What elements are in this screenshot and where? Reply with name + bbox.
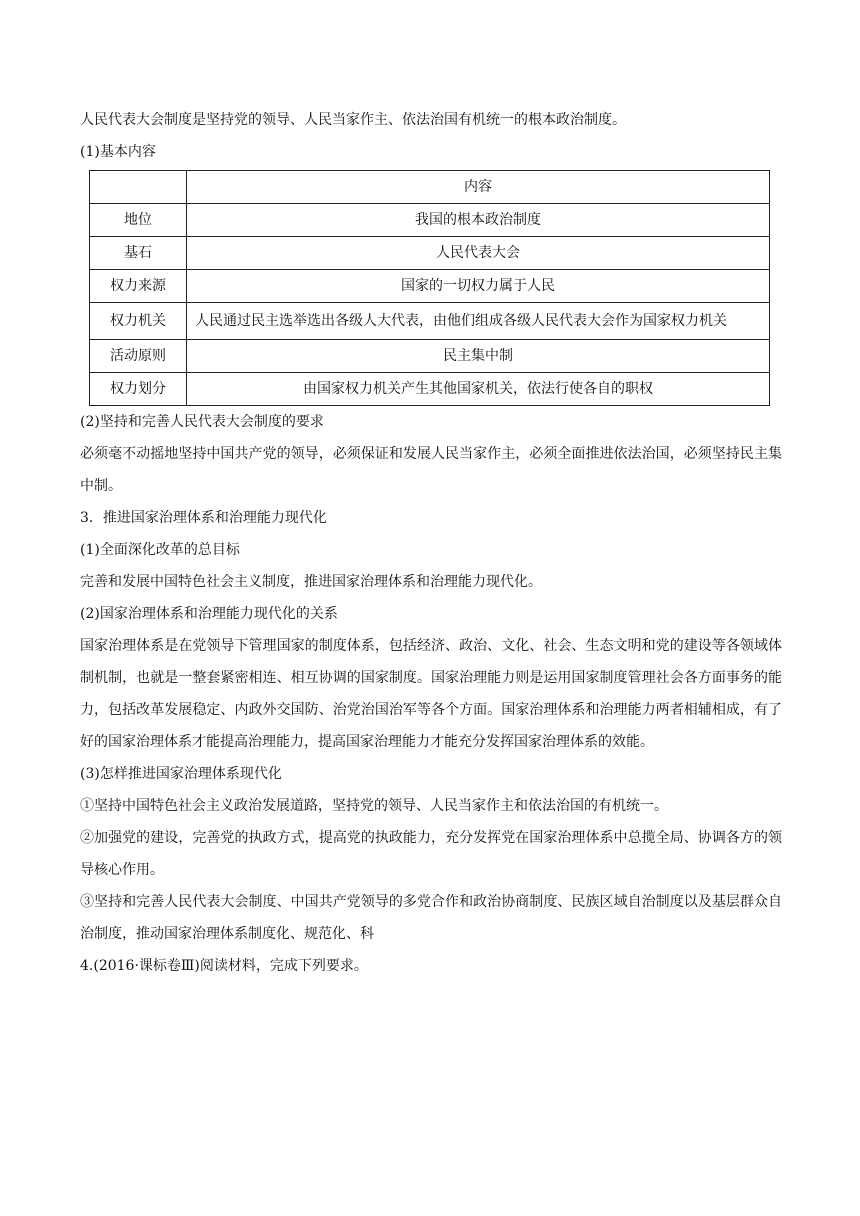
section-heading-requirements: (2)坚持和完善人民代表大会制度的要求 <box>80 414 324 430</box>
table-row <box>90 204 770 237</box>
subheading-relationship: (2)国家治理体系和治理能力现代化的关系 <box>80 606 338 622</box>
table-row-value: 我国的根本政治制度 <box>187 204 770 237</box>
subheading-how-to-advance: (3)怎样推进国家治理体系现代化 <box>80 766 282 782</box>
table-row <box>90 373 770 406</box>
table-header-row <box>90 171 770 204</box>
how-to-item: ②加强党的建设，完善党的执政方式，提高党的执政能力，充分发挥党在国家治理体系中总揽全局、协调各方的领导核心作用。 <box>80 830 782 878</box>
subheading-reform-goal: (1)全面深化改革的总目标 <box>80 542 240 558</box>
table-row-label: 权力划分 <box>90 373 187 406</box>
how-to-item: ③坚持和完善人民代表大会制度、中国共产党领导的多党合作和政治协商制度、民族区域自治制度以及基层群众自治制度，推动国家治理体系制度化、规范化、科 <box>80 894 782 942</box>
table-row-value: 民主集中制 <box>187 340 770 373</box>
table-header-label <box>90 171 187 204</box>
reform-goal-paragraph: 完善和发展中国特色社会主义制度，推进国家治理体系和治理能力现代化。 <box>80 574 542 590</box>
table-row-value: 人民代表大会 <box>187 237 770 270</box>
how-to-item: ①坚持中国特色社会主义政治发展道路，坚持党的领导、人民当家作主和依法治国的有机统一。 <box>80 798 668 814</box>
basic-content-table <box>89 170 770 406</box>
table-row-value: 由国家权力机关产生其他国家机关，依法行使各自的职权 <box>187 373 770 406</box>
table-row <box>90 340 770 373</box>
table-row-value: 国家的一切权力属于人民 <box>187 270 770 303</box>
table-header-value: 内容 <box>187 171 770 204</box>
table-row-label: 权力机关 <box>90 303 187 340</box>
section-heading-basic-content: (1)基本内容 <box>80 144 156 160</box>
point-4-heading: 4.(2016·课标卷Ⅲ)阅读材料，完成下列要求。 <box>80 958 368 974</box>
table-row-label: 基石 <box>90 237 187 270</box>
table-row-label: 地位 <box>90 204 187 237</box>
requirements-paragraph: 必须毫不动摇地坚持中国共产党的领导，必须保证和发展人民当家作主，必须全面推进依法治国，必须坚持民主集中制。 <box>80 446 782 494</box>
point-3-heading: 3．推进国家治理体系和治理能力现代化 <box>80 510 327 526</box>
relationship-paragraph: 国家治理体系是在党领导下管理国家的制度体系，包括经济、政治、文化、社会、生态文明和党的建设等各领域体制机制，也就是一整套紧密相连、相互协调的国家制度。国家治理能力则是运用国家制度管理社会各方面事务的能力，包括改革发展稳定、内政外交国防、治党治国治军等各个方面。国家治理体系和治理能力两者相辅相成，有了好的国家治理体系才能提高治理能力，提高国家治理能力才能充分发挥国家治理体系的效能。 <box>80 638 782 750</box>
table-row-label: 权力来源 <box>90 270 187 303</box>
table-row-label: 活动原则 <box>90 340 187 373</box>
document-body <box>80 104 782 982</box>
table-row-value: 人民通过民主选举选出各级人大代表，由他们组成各级人民代表大会作为国家权力机关 <box>187 303 770 340</box>
intro-paragraph: 人民代表大会制度是坚持党的领导、人民当家作主、依法治国有机统一的根本政治制度。 <box>80 112 626 128</box>
table-row <box>90 270 770 303</box>
table-row <box>90 237 770 270</box>
table-row <box>90 303 770 340</box>
